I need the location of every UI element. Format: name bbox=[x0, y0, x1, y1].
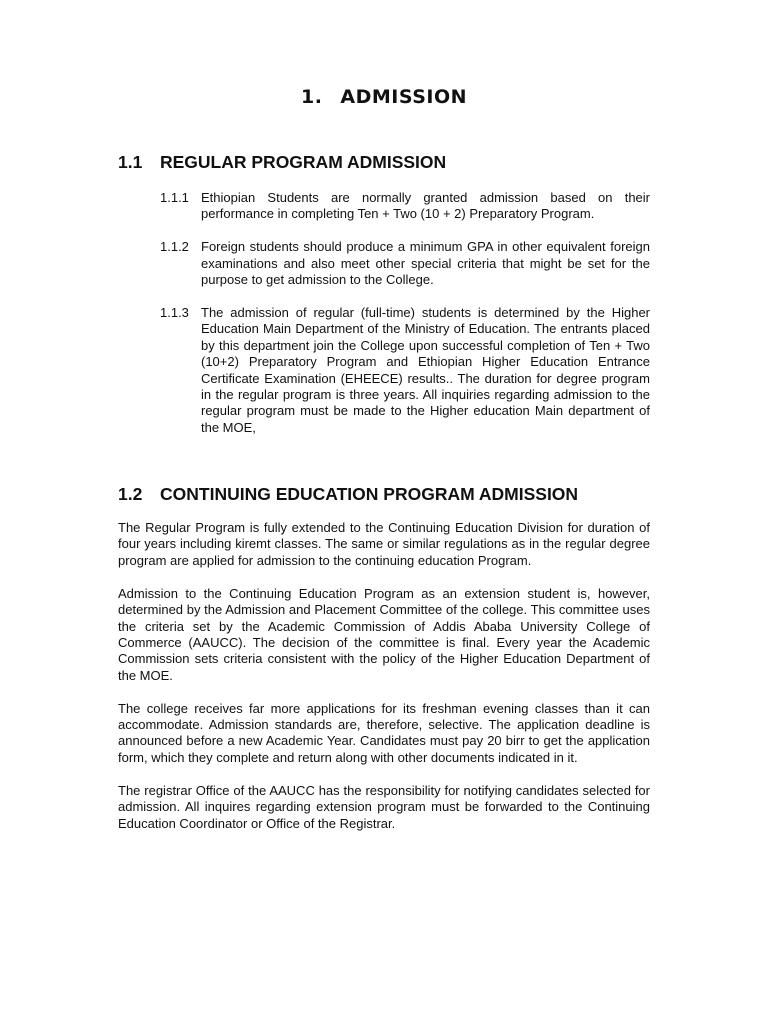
section-number: 1.1 bbox=[118, 152, 143, 172]
section-number: 1.2 bbox=[118, 484, 143, 504]
paragraph: The college receives far more applications for its freshman evening classes than it can accommodate. Admission standards are, therefore, selective. The application deadline is announced before a new Academic Year. Candidates must pay 20 birr to get the application form, which they complete and return along with other documents indicated in it. bbox=[118, 700, 650, 765]
section-heading-text: CONTINUING EDUCATION PROGRAM ADMISSION bbox=[160, 484, 579, 504]
list-item bbox=[160, 305, 650, 436]
continuing-admission-body bbox=[118, 520, 650, 849]
regular-admission-list bbox=[160, 190, 650, 453]
section-heading-regular bbox=[118, 151, 446, 173]
document-title bbox=[0, 86, 768, 108]
paragraph: Admission to the Continuing Education Program as an extension student is, however, determined by the Admission and Placement Committee of the college. This committee uses the criteria set by the Academic Commission of Addis Ababa University College of Commerce (AAUCC). The decision of the committee is final. Every year the Academic Commission sets criteria consistent with the policy of the Higher Education Department of the MOE. bbox=[118, 585, 650, 683]
section-heading-continuing bbox=[118, 483, 578, 505]
section-heading-text: REGULAR PROGRAM ADMISSION bbox=[160, 152, 447, 172]
paragraph: The registrar Office of the AAUCC has the responsibility for notifying candidates selected for admission. All inquires regarding extension program must be forwarded to the Continuing Education Coordinator or Office of the Registrar. bbox=[118, 782, 650, 831]
list-item-text: Ethiopian Students are normally granted admission based on their performance in completing Ten + Two (10 + 2) Preparatory Program. bbox=[201, 190, 650, 222]
list-item-number: 1.1.2 bbox=[160, 239, 189, 255]
list-item bbox=[160, 239, 650, 288]
list-item-number: 1.1.1 bbox=[160, 190, 189, 205]
list-item bbox=[160, 190, 650, 223]
list-item-text: Foreign students should produce a minimum GPA in other equivalent foreign examinations and also meet other special criteria that might be set for the purpose to get admission to the College. bbox=[201, 239, 650, 288]
list-item-number: 1.1.3 bbox=[160, 305, 189, 321]
document-title-number: 1. bbox=[300, 86, 323, 108]
paragraph: The Regular Program is fully extended to the Continuing Education Division for duration of four years including kiremt classes. The same or similar regulations as in the regular degree program are applied for admission to the continuing education Program. bbox=[118, 520, 650, 568]
document-title-text: ADMISSION bbox=[340, 86, 468, 108]
list-item-text: The admission of regular (full-time) students is determined by the Higher Education Main Department of the Ministry of Education. The entrants placed by this department join the College upon successful completion of Ten + Two (10+2) Preparatory Program and Ethiopian Higher Education Entrance Certificate Examination (EHEECE) results.. The duration for degree program in the regular program is three years. All inquiries regarding admission to the regular program must be made to the Higher education Main department of the MOE, bbox=[201, 305, 650, 435]
